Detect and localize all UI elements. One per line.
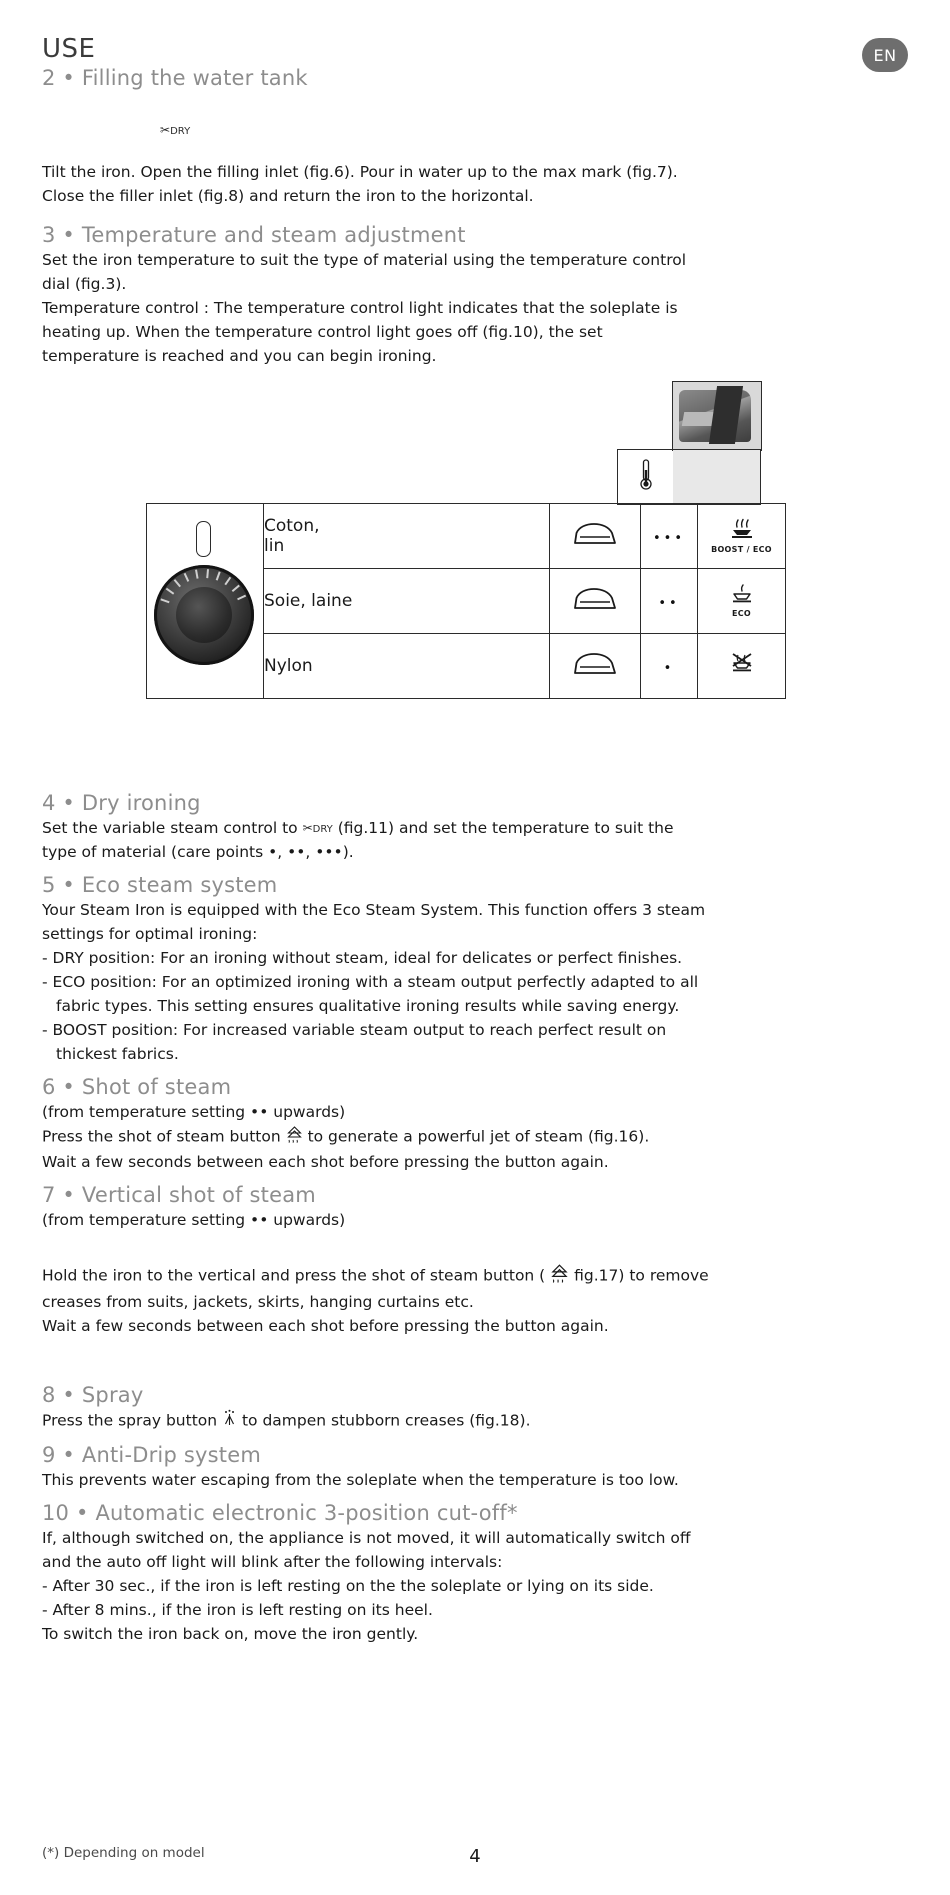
section-heading-4: 4 • Dry ironing [42,791,201,815]
section4-text-a: Set the variable steam control to [42,819,298,837]
section7-paragraph-4: Wait a few seconds between each shot before pressing the button again. [42,1317,609,1335]
section8-paragraph-1 [42,1409,908,1433]
fabric-label-line1: Nylon [264,656,313,676]
thermometer-header-cell [617,449,675,505]
section3-paragraph-4: heating up. When the temperature control light goes off (fig.10), the set [42,323,603,341]
section2-paragraph-2: Close the filler inlet (fig.8) and return the iron to the horizontal. [42,187,534,205]
section4-paragraph-1 [42,817,908,839]
section2-paragraph-1: Tilt the iron. Open the filling inlet (fig.6). Pour in water up to the max mark (fig.7). [42,163,678,181]
steam-boost-icon [729,518,755,543]
care-dots-cell [641,569,698,634]
dry-symbol-inline: ✂DRY [302,821,333,835]
care-dots: ••• [652,530,685,546]
section8-text-a: Press the spray button [42,1411,218,1430]
section7-paragraph-2 [42,1263,908,1289]
language-badge: EN [862,38,908,72]
section3-paragraph-1: Set the iron temperature to suit the type of material using the temperature control [42,251,687,269]
spray-icon [222,1409,237,1433]
care-dots-cell [641,504,698,569]
iron-icon [572,586,618,616]
section4-text-b: (fig.11) and set the temperature to suit the [337,819,674,837]
section-heading-10: 10 • Automatic electronic 3-position cut-off* [42,1501,518,1525]
iron-symbol-cell [550,569,641,634]
section6-text-a: Press the shot of steam button [42,1127,281,1146]
section5-bullet-eco: - ECO position: For an optimized ironing with a steam output perfectly adapted to all [42,973,699,991]
section-heading-3: 3 • Temperature and steam adjustment [42,223,466,247]
fabric-label-line1: Soie, laine [264,591,353,611]
shot-of-steam-icon [286,1125,303,1149]
no-steam-icon [729,652,755,677]
section6-text-b: to generate a powerful jet of steam (fig.16). [307,1127,650,1146]
page-number: 4 [469,1846,481,1867]
temperature-dial-cell [147,504,264,699]
shot-of-steam-icon [550,1263,569,1289]
section7-paragraph-3: creases from suits, jackets, skirts, hanging curtains etc. [42,1293,474,1311]
section10-paragraph-1: If, although switched on, the appliance is not moved, it will automatically switch off [42,1529,691,1547]
section10-paragraph-3: To switch the iron back on, move the iron gently. [42,1625,419,1643]
fabric-settings-table [146,503,786,699]
mode-header-cell [673,449,761,505]
section-heading-8: 8 • Spray [42,1383,144,1407]
iron-icon [572,651,618,681]
section3-paragraph-3: Temperature control : The temperature control light indicates that the soleplate is [42,299,678,317]
temperature-table [42,381,908,681]
section10-bullet-2: - After 8 mins., if the iron is left resting on its heel. [42,1601,433,1619]
section5-bullet-dry: - DRY position: For an ironing without steam, ideal for delicates or perfect finishes. [42,949,683,967]
section6-paragraph-1: (from temperature setting •• upwards) [42,1103,346,1121]
fabric-cell [264,569,550,634]
section6-paragraph-2 [42,1125,908,1149]
dry-symbol-standalone: ✂DRY [160,123,191,137]
fabric-label-line1: Coton, [264,516,320,536]
steam-mode-cell [698,504,786,569]
section5-paragraph-1: Your Steam Iron is equipped with the Eco Steam System. This function offers 3 steam [42,901,706,919]
section5-bullet-eco-cont: fabric types. This setting ensures qualitative ironing results while saving energy. [56,997,680,1015]
section10-paragraph-2: and the auto off light will blink after the following intervals: [42,1553,503,1571]
steam-eco-icon [730,584,754,607]
table-row [147,504,786,569]
section8-text-b: to dampen stubborn creases (fig.18). [241,1411,531,1430]
care-dots: •• [658,595,680,611]
section7-text-a: Hold the iron to the vertical and press the shot of steam button ( [42,1266,546,1285]
care-dots: • [663,660,675,676]
dry-symbol-label: DRY [170,126,191,137]
iron-symbol-cell [550,634,641,699]
iron-symbol-cell [550,504,641,569]
section4-paragraph-2: type of material (care points •, ••, •••). [42,843,354,861]
section10-bullet-1: - After 30 sec., if the iron is left resting on the the soleplate or lying on its side. [42,1577,654,1595]
section5-paragraph-2: settings for optimal ironing: [42,925,258,943]
iron-control-photo [672,381,762,451]
fabric-label-line2: lin [264,536,285,556]
section-heading-9: 9 • Anti-Drip system [42,1443,261,1467]
iron-icon [572,521,618,551]
section3-paragraph-2: dial (fig.3). [42,275,127,293]
steam-mode-label: ECO [731,609,752,618]
section-heading-7: 7 • Vertical shot of steam [42,1183,316,1207]
section7-text-b: fig.17) to remove [574,1266,709,1285]
steam-mode-cell [698,634,786,699]
fabric-cell [264,504,550,569]
section5-bullet-boost-cont: thickest fabrics. [56,1045,179,1063]
steam-mode-label: BOOST / ECO [711,545,772,554]
section7-paragraph-1: (from temperature setting •• upwards) [42,1211,346,1229]
page-header [42,30,908,102]
section5-bullet-boost: - BOOST position: For increased variable steam output to reach perfect result on [42,1021,667,1039]
care-dots-cell [641,634,698,699]
section-heading-2: 2 • Filling the water tank [42,66,308,90]
section-heading-6: 6 • Shot of steam [42,1075,232,1099]
page-title: USE [42,34,96,64]
thermometer-icon [638,458,654,496]
steam-mode-cell [698,569,786,634]
section6-paragraph-3: Wait a few seconds between each shot before pressing the button again. [42,1153,609,1171]
section-heading-5: 5 • Eco steam system [42,873,278,897]
fabric-cell [264,634,550,699]
section9-paragraph-1: This prevents water escaping from the soleplate when the temperature is too low. [42,1471,679,1489]
footnote: (*) Depending on model [42,1845,205,1861]
section3-paragraph-5: temperature is reached and you can begin ironing. [42,347,437,365]
